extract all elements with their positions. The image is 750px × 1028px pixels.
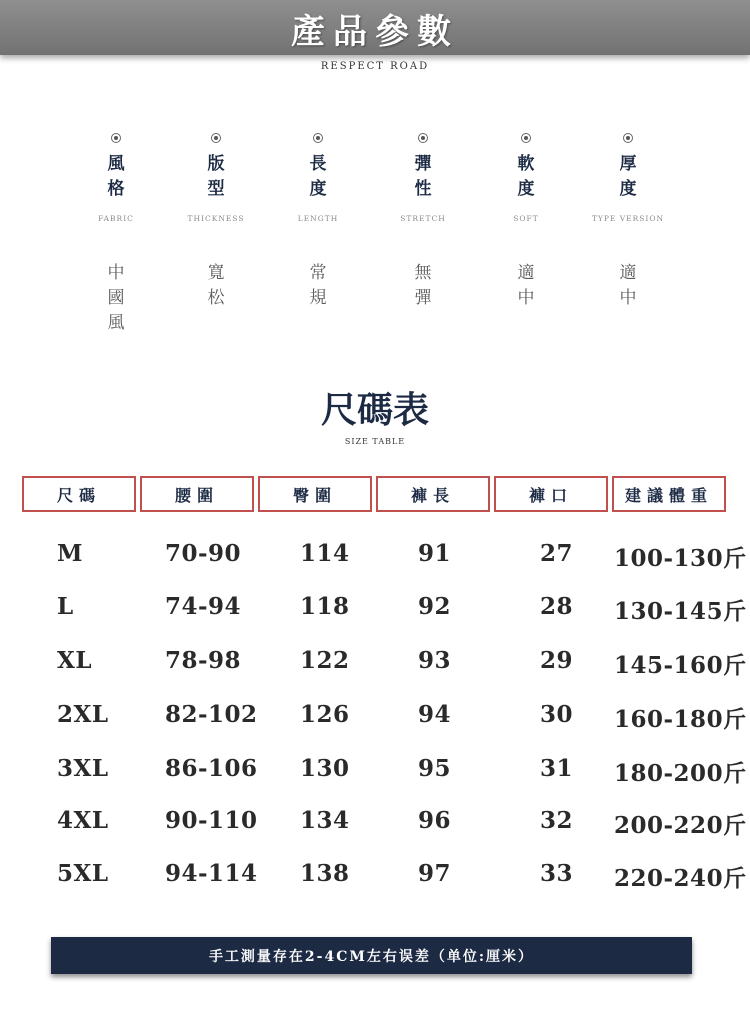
table-cell: 160-180斤 [614, 706, 747, 733]
table-cell: 33 [540, 860, 574, 887]
table-cell: 200-220斤 [614, 812, 747, 839]
attribute-name: 風格 [107, 154, 125, 199]
table-cell: 27 [540, 540, 574, 567]
size-table-title: 尺碼表 [320, 389, 429, 431]
table-cell: 122 [300, 647, 350, 674]
attribute-english-label: SOFT [513, 214, 539, 223]
attribute-name: 軟度 [517, 154, 535, 199]
attribute-name: 彈性 [414, 154, 432, 199]
page-subtitle: RESPECT ROAD [320, 61, 430, 72]
table-cell: 134 [300, 807, 350, 834]
table-cell: 90-110 [165, 807, 258, 834]
table-cell: 91 [418, 540, 452, 567]
page-title: 產品參數 [291, 12, 459, 52]
table-header-cell: 尺碼 [22, 476, 136, 512]
table-cell: 2XL [57, 701, 109, 728]
table-cell: 95 [418, 755, 452, 782]
table-cell: 92 [418, 593, 452, 620]
table-header-cell: 褲長 [376, 476, 490, 512]
table-cell: L [57, 593, 74, 620]
footer-note: 手工測量存在2-4CM左右误差（单位:厘米） [51, 937, 692, 974]
attribute-value: 無彈 [414, 263, 432, 308]
table-cell: 126 [300, 701, 350, 728]
table-cell: 130-145斤 [614, 598, 747, 625]
attribute-english-label: STRETCH [400, 214, 446, 223]
table-cell: 31 [540, 755, 574, 782]
table-cell: 96 [418, 807, 452, 834]
table-cell: 70-90 [165, 540, 242, 567]
table-header-cell: 褲口 [494, 476, 608, 512]
radio-dot-icon [521, 133, 531, 143]
attribute-english-label: THICKNESS [187, 214, 245, 223]
table-cell: 28 [540, 593, 574, 620]
table-cell: 5XL [57, 860, 109, 887]
table-cell: 145-160斤 [614, 652, 747, 679]
table-cell: 130 [300, 755, 350, 782]
table-header-cell: 臀圍 [258, 476, 372, 512]
radio-dot-icon [111, 133, 121, 143]
table-cell: 78-98 [165, 647, 242, 674]
table-cell: 100-130斤 [614, 545, 747, 572]
table-cell: XL [57, 647, 93, 674]
table-cell: 29 [540, 647, 574, 674]
table-cell: 94 [418, 701, 452, 728]
table-cell: 4XL [57, 807, 109, 834]
table-cell: 74-94 [165, 593, 242, 620]
table-cell: 30 [540, 701, 574, 728]
table-cell: 220-240斤 [614, 865, 747, 892]
table-cell: 180-200斤 [614, 760, 747, 787]
table-cell: 32 [540, 807, 574, 834]
table-cell: 118 [300, 593, 350, 620]
radio-dot-icon [211, 133, 221, 143]
attribute-value: 中國風 [107, 263, 125, 333]
attribute-english-label: LENGTH [297, 214, 339, 223]
table-cell: 3XL [57, 755, 109, 782]
attribute-value: 常規 [309, 263, 327, 308]
table-cell: 138 [300, 860, 350, 887]
table-cell: 82-102 [165, 701, 258, 728]
attribute-english-label: FABRIC [98, 214, 134, 223]
attribute-value: 適中 [619, 263, 637, 308]
table-header-cell: 腰圍 [140, 476, 254, 512]
table-header-cell: 建議體重 [612, 476, 726, 512]
attribute-name: 厚度 [619, 154, 637, 199]
attribute-value: 適中 [517, 263, 535, 308]
radio-dot-icon [313, 133, 323, 143]
table-cell: 93 [418, 647, 452, 674]
attribute-name: 版型 [207, 154, 225, 199]
table-cell: M [57, 540, 83, 567]
table-cell: 94-114 [165, 860, 258, 887]
table-cell: 86-106 [165, 755, 258, 782]
table-cell: 97 [418, 860, 452, 887]
attribute-value: 寬松 [207, 263, 225, 308]
radio-dot-icon [418, 133, 428, 143]
table-cell: 114 [300, 540, 350, 567]
attribute-english-label: TYPE VERSION [591, 214, 665, 223]
attribute-name: 長度 [309, 154, 327, 199]
radio-dot-icon [623, 133, 633, 143]
size-table-subtitle: SIZE TABLE [344, 437, 406, 446]
